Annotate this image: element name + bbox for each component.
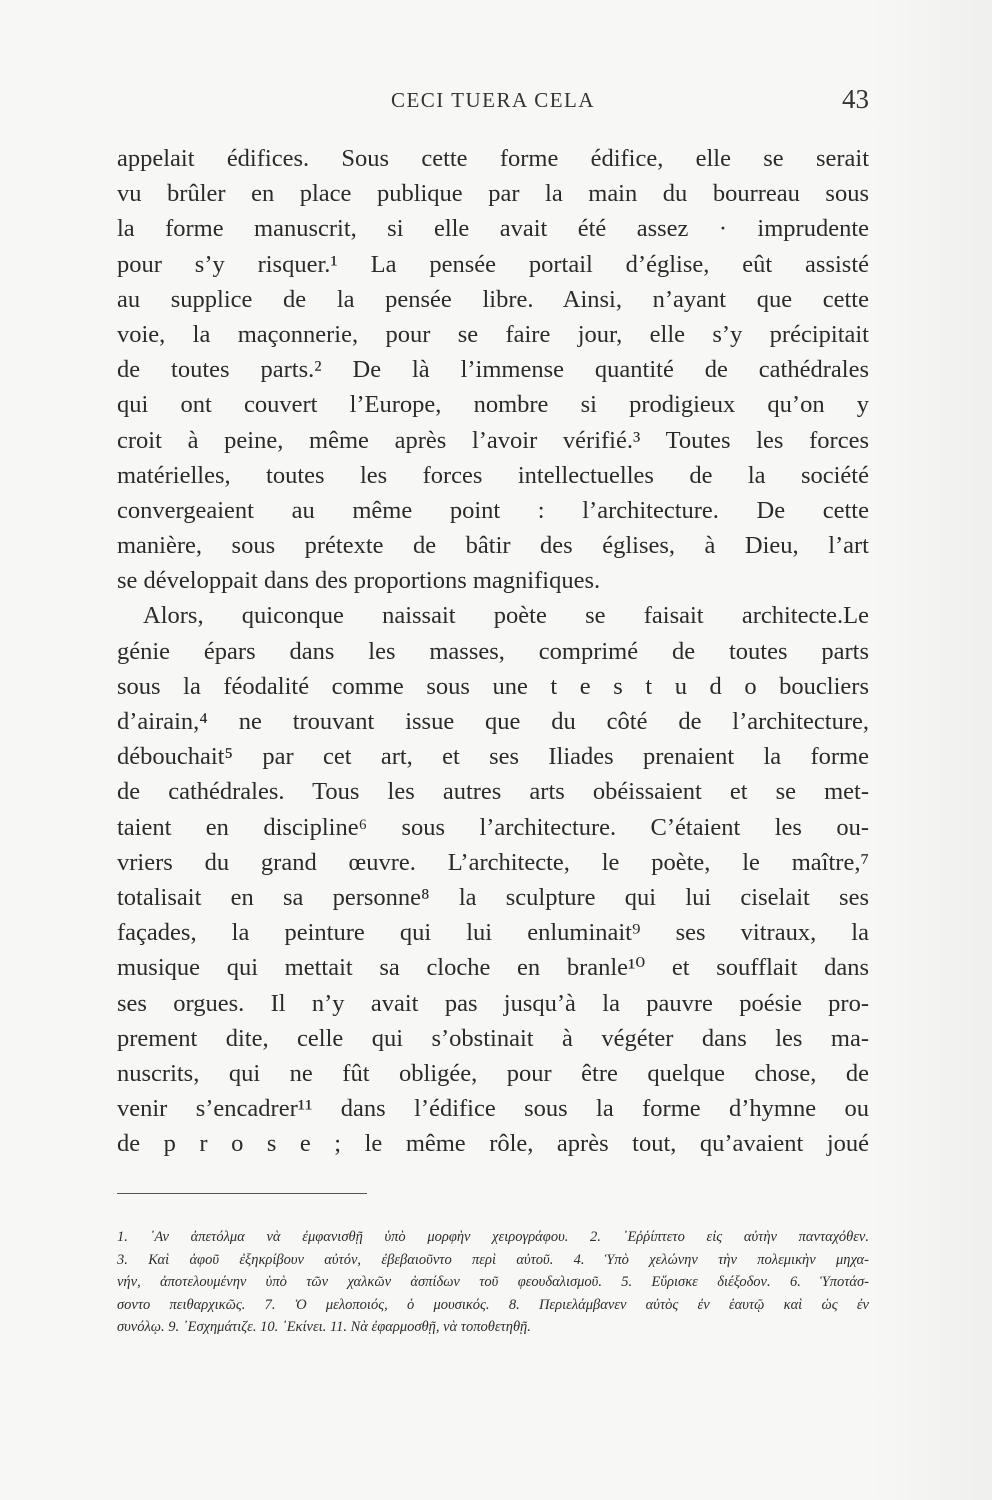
- text-line: génie épars dans les masses, comprimé de toutes parts: [117, 637, 869, 665]
- footnote-rule: [117, 1193, 367, 1194]
- text-line: d’airain,⁴ ne trouvant issue que du côté de l’architecture,: [117, 708, 869, 735]
- text-line: au supplice de la pensée libre. Ainsi, n’ayant que cette: [117, 285, 869, 313]
- text-line: matérielles, toutes les forces intellectuelles de la société: [117, 461, 869, 489]
- footnote-line: συνόλῳ. 9. ᾿Εσχημάτιζε. 10. ᾿Εκίνει. 11. Νὰ ἐφαρμοσθῇ, νὰ τοποθετηθῇ.: [117, 1319, 531, 1336]
- footnotes: [117, 1226, 869, 1339]
- running-title: CECI TUERA CELA: [390, 88, 596, 112]
- text-line: voie, la maçonnerie, pour se faire jour, elle s’y précipitait: [117, 320, 869, 348]
- text-line: Alors, quiconque naissait poète se faisait architecte.Le: [143, 602, 869, 630]
- text-line: appelait édifices. Sous cette forme édifice, elle se serait: [117, 145, 869, 172]
- text-line: convergeaient au même point : l’architecture. De cette: [117, 496, 869, 524]
- body-text: [117, 141, 869, 1161]
- bleed-through-shadow: [872, 0, 992, 1500]
- text-line: de cathédrales. Tous les autres arts obéissaient et se met-: [117, 778, 869, 806]
- text-line: taient en discipline⁶ sous l’architecture. C’étaient les ou-: [117, 813, 869, 841]
- text-line: manière, sous prétexte de bâtir des églises, à Dieu, l’art: [117, 532, 869, 560]
- text-line: croit à peine, même après l’avoir vérifié.³ Toutes les forces: [117, 426, 869, 454]
- text-line: pour s’y risquer.¹ La pensée portail d’église, eût assisté: [117, 250, 869, 278]
- text-line: de p r o s e ; le même rôle, après tout, qu’avaient joué: [117, 1130, 869, 1158]
- text-line: de toutes parts.² De là l’immense quantité de cathédrales: [117, 356, 869, 384]
- text-line: vriers du grand œuvre. L’architecte, le poète, le maître,⁷: [117, 848, 869, 876]
- text-line: vu brûler en place publique par la main du bourreau sous: [117, 180, 869, 208]
- running-head: [117, 84, 869, 118]
- footnote-line: 3. Καὶ ἀφοῦ ἐξηκρίβουν αὐτόν, ἐβεβαιοῦντο περὶ αὐτοῦ. 4. Ὑπὸ χελώνην τὴν πολεμικὴν μηχα-: [117, 1251, 869, 1268]
- text-line: façades, la peinture qui lui enluminait⁹ ses vitraux, la: [117, 919, 869, 947]
- text-line: se développait dans des proportions magnifiques.: [117, 567, 601, 595]
- text-line: sous la féodalité comme sous une t e s t u d o boucliers: [117, 672, 869, 700]
- text-line: prement dite, celle qui s’obstinait à végéter dans les ma-: [117, 1024, 869, 1052]
- text-line: totalisait en sa personne⁸ la sculpture qui lui ciselait ses: [117, 883, 869, 911]
- text-line: nuscrits, qui ne fût obligée, pour être quelque chose, de: [117, 1059, 869, 1087]
- text-line: qui ont couvert l’Europe, nombre si prodigieux qu’on y: [117, 391, 869, 419]
- footnote-line: 1. ᾿Αν ἀπετόλμα νὰ ἐμφανισθῇ ὑπὸ μορφὴν χειρογράφου. 2. ᾿Εῤῥίπτετο εἰς αὐτὴν πανταχόθεν.: [117, 1229, 869, 1245]
- text-line: débouchait⁵ par cet art, et ses Iliades prenaient la forme: [117, 743, 869, 771]
- text-line: ses orgues. Il n’y avait pas jusqu’à la pauvre poésie pro-: [117, 989, 869, 1017]
- page-number: 43: [842, 84, 869, 114]
- footnote-line: σοντο πειθαρχικῶς. 7. Ὁ μελοποιός, ὁ μουσικός. 8. Περιελάμβανεν αὐτὸς ἐν ἑαυτῷ καὶ ὡς ἐν: [117, 1296, 869, 1313]
- text-line: venir s’encadrer¹¹ dans l’édifice sous la forme d’hymne ou: [117, 1095, 869, 1123]
- footnote-line: νήν, ἀποτελουμένην ὑπὸ τῶν χαλκῶν ἀσπίδων τοῦ φεουδαλισμοῦ. 5. Εὕρισκε διέξοδον. 6. Ὑποτάσ-: [117, 1274, 869, 1291]
- text-line: musique qui mettait sa cloche en branle¹⁰ et soufflait dans: [117, 954, 869, 982]
- text-line: la forme manuscrit, si elle avait été assez · imprudente: [117, 215, 869, 243]
